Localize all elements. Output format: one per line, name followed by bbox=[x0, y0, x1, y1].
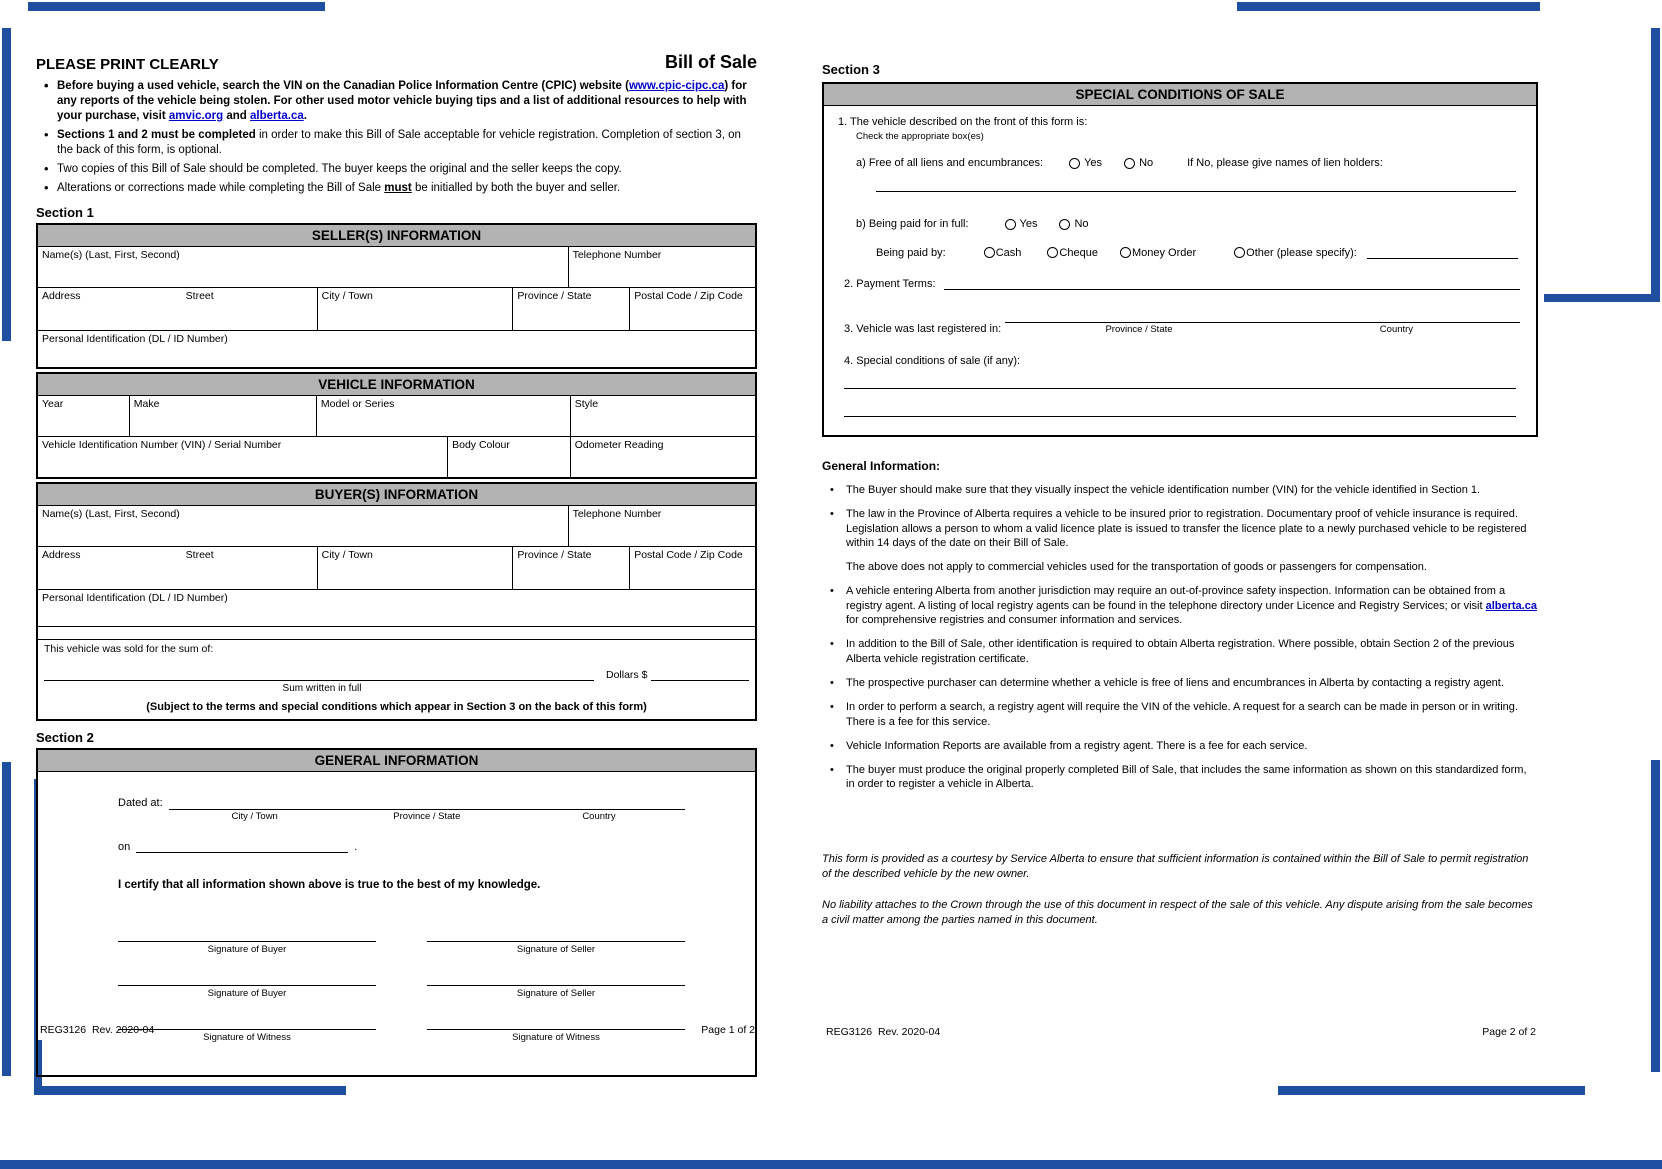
special-conditions-box bbox=[822, 82, 1538, 437]
radio-icon[interactable] bbox=[1059, 219, 1070, 230]
vehicle-colour-field[interactable] bbox=[448, 437, 571, 477]
dated-country-segment bbox=[513, 796, 685, 822]
frame-accent-top-right-horizontal bbox=[1237, 2, 1540, 11]
field-label: Province / State bbox=[517, 548, 592, 561]
bullet-text: The buyer must produce the original properly completed Bill of Sale, that includes the same information as shown on this standardized form, in order to register a vehicle in Alberta. bbox=[846, 764, 1527, 791]
buyer-postal-field[interactable] bbox=[630, 547, 755, 589]
field-label: Personal Identification (DL / ID Number) bbox=[42, 332, 228, 345]
option-label: No bbox=[1139, 157, 1154, 169]
list-item bbox=[822, 507, 1538, 550]
frame-accent-right-bracket-horizontal bbox=[1544, 294, 1660, 302]
dated-at-label: Dated at: bbox=[118, 796, 163, 809]
buyer-phone-field[interactable] bbox=[569, 506, 755, 546]
option-label: Other (please specify): bbox=[1246, 246, 1357, 259]
bullet-text: . bbox=[303, 109, 307, 122]
cash-option[interactable] bbox=[984, 247, 1022, 259]
field-label: Year bbox=[42, 397, 64, 410]
signature-caption: Signature of Seller bbox=[516, 943, 596, 955]
radio-icon[interactable] bbox=[1005, 219, 1016, 230]
buyer-table-header: BUYER(S) INFORMATION bbox=[38, 484, 755, 506]
frame-accent-bottom-bar bbox=[0, 1160, 1662, 1169]
field-label: Style bbox=[574, 397, 599, 410]
other-option[interactable] bbox=[1234, 247, 1357, 259]
table-row bbox=[38, 590, 755, 627]
bullet-text: for comprehensive registries and consumer information and services. bbox=[846, 614, 1183, 627]
bullet-icon bbox=[822, 637, 846, 666]
list-item bbox=[822, 700, 1538, 729]
signature-caption: Signature of Witness bbox=[203, 1031, 291, 1043]
last-registered-label: 3. Vehicle was last registered in: bbox=[844, 323, 1002, 335]
seller-name-field[interactable] bbox=[38, 247, 569, 287]
signature-caption: Signature of Witness bbox=[512, 1031, 600, 1043]
bullet-text-bold: Sections 1 and 2 must be completed bbox=[57, 128, 256, 141]
dated-province-segment bbox=[341, 796, 513, 822]
dated-city-segment bbox=[169, 796, 341, 822]
vehicle-model-field[interactable] bbox=[317, 396, 571, 436]
segment-caption: Province / State bbox=[1105, 324, 1173, 335]
commercial-vehicles-note: The above does not apply to commercial vehicles used for the transportation of goods or passengers for compensation. bbox=[846, 561, 1427, 574]
bullet-icon bbox=[822, 483, 846, 497]
bill-of-sale-page-2 bbox=[822, 62, 1538, 1042]
section1-label: Section 1 bbox=[36, 204, 94, 220]
bullet-text: A vehicle entering Alberta from another jurisdiction may require an out-of-province safety inspection. Information can be obtained from a registry agent. A listing of local registry agents can be found in the telephone directory under Licence and Registry Services; or visit bbox=[846, 585, 1506, 612]
liens-row bbox=[856, 157, 1522, 169]
table-row bbox=[38, 547, 755, 590]
dated-at-row bbox=[118, 796, 685, 822]
field-label: Odometer Reading bbox=[574, 438, 664, 451]
seller-province-field[interactable] bbox=[513, 288, 630, 330]
alberta-link[interactable]: alberta.ca bbox=[1485, 599, 1537, 612]
list-item bbox=[822, 584, 1538, 627]
check-boxes-note: Check the appropriate box(es) bbox=[856, 131, 984, 142]
dollars-amount-line[interactable] bbox=[651, 669, 749, 681]
frame-accent-top-left-vertical bbox=[2, 28, 11, 341]
field-label: Street bbox=[185, 289, 214, 302]
sold-for-label: This vehicle was sold for the sum of: bbox=[44, 642, 214, 655]
if-no-label: If No, please give names of lien holders: bbox=[1187, 157, 1383, 169]
courtesy-note: This form is provided as a courtesy by Service Alberta to ensure that sufficient information is contained within the Bill of Sale to permit registration of the described vehicle by the new owner. bbox=[822, 852, 1529, 881]
seller-personal-id-field[interactable] bbox=[38, 331, 755, 367]
last-registered-row bbox=[844, 310, 1520, 335]
field-label: City / Town bbox=[321, 289, 373, 302]
paid-in-full-label: b) Being paid for in full: bbox=[856, 218, 969, 230]
field-label: Personal Identification (DL / ID Number) bbox=[42, 591, 228, 604]
frame-accent-bottom-left-vertical-outer bbox=[2, 762, 11, 1076]
sale-sum-block bbox=[38, 640, 755, 719]
cheque-option[interactable] bbox=[1047, 247, 1098, 259]
bullet-text-must: must bbox=[384, 181, 412, 194]
field-label: City / Town bbox=[321, 548, 373, 561]
list-item bbox=[822, 483, 1538, 497]
signature-caption: Signature of Seller bbox=[516, 987, 596, 999]
certify-statement: I certify that all information shown above is true to the best of my knowledge. bbox=[118, 878, 541, 891]
bullet-text: in order to make this Bill of Sale acceptable for vehicle registration. Completion of section 3, on the back of this form, is optional. bbox=[57, 128, 741, 156]
liability-note: No liability attaches to the Crown through the use of this document in respect of the sale of this vehicle. Any dispute arising from the sale becomes a civil matter among the parties named in this document. bbox=[822, 898, 1533, 926]
field-label: Province / State bbox=[517, 289, 592, 302]
bullet-icon bbox=[822, 507, 846, 550]
amvic-link[interactable]: amvic.org bbox=[168, 109, 224, 122]
vehicle-information-table bbox=[36, 372, 757, 479]
signature-area bbox=[118, 927, 685, 1059]
cpic-link[interactable]: www.cpic-cipc.ca bbox=[628, 80, 725, 92]
vehicle-style-field[interactable] bbox=[571, 396, 755, 436]
bullet-text: In order to perform a search, a registry agent will require the VIN of the vehicle. A request for a search can be made in person or in writing. There is a fee for this service. bbox=[846, 701, 1518, 728]
bullet-text: ) for any reports of the vehicle being stolen. For other used motor vehicle buying tips and a list of additional resources to help with your purchase, visit bbox=[57, 80, 747, 122]
vehicle-make-field[interactable] bbox=[130, 396, 317, 436]
special-conditions-header: SPECIAL CONDITIONS OF SALE bbox=[824, 84, 1536, 106]
vehicle-table-header: VEHICLE INFORMATION bbox=[38, 374, 755, 396]
page1-header bbox=[36, 52, 757, 73]
field-label: Model or Series bbox=[320, 397, 395, 410]
radio-icon[interactable] bbox=[984, 247, 995, 258]
bullet-icon bbox=[822, 584, 846, 627]
general-table-header: GENERAL INFORMATION bbox=[38, 750, 755, 772]
table-row bbox=[38, 437, 755, 477]
frame-accent-top-left-horizontal bbox=[28, 2, 325, 11]
form-number: REG3126 Rev. 2020-04 bbox=[40, 1024, 155, 1036]
special-conditions-content bbox=[824, 106, 1536, 417]
province-line[interactable] bbox=[1005, 310, 1273, 323]
payment-terms-line[interactable] bbox=[944, 277, 1521, 290]
table-row bbox=[38, 627, 755, 640]
bullet-icon bbox=[822, 700, 846, 729]
option-label: Cash bbox=[995, 246, 1022, 259]
general-information-list bbox=[822, 483, 1538, 792]
segment-caption: Province / State bbox=[393, 810, 461, 822]
payment-terms-label: 2. Payment Terms: bbox=[844, 278, 936, 290]
bullet-text: and bbox=[223, 109, 251, 122]
table-row bbox=[38, 288, 755, 331]
payment-terms-row bbox=[844, 277, 1520, 290]
buyer-city-field[interactable] bbox=[318, 547, 514, 589]
lien-holders-line[interactable] bbox=[876, 191, 1516, 192]
page2-footer bbox=[826, 1026, 1536, 1038]
buyer-name-field[interactable] bbox=[38, 506, 569, 546]
field-label: Vehicle Identification Number (VIN) / Serial Number bbox=[42, 438, 282, 451]
date-line[interactable] bbox=[136, 840, 348, 853]
country-line[interactable] bbox=[1273, 310, 1520, 323]
money-order-option[interactable] bbox=[1120, 247, 1196, 259]
frame-accent-top-right-vertical bbox=[1651, 28, 1660, 296]
frame-accent-bottom-right-horizontal bbox=[1278, 1086, 1585, 1095]
list-item bbox=[822, 637, 1538, 666]
item1-label: 1. The vehicle described on the front of this form is: bbox=[838, 116, 1088, 128]
bullet-text: Before buying a used vehicle, search the VIN on the Canadian Police Information Centre (CPIC) website ( bbox=[57, 80, 629, 92]
radio-icon[interactable] bbox=[1047, 247, 1058, 258]
section3-label: Section 3 bbox=[822, 62, 880, 77]
bullet-text: In addition to the Bill of Sale, other identification is required to obtain Alberta registration. Where possible, obtain Section 2 of the previous Alberta vehicle registration certificate. bbox=[846, 638, 1515, 665]
liens-no-option[interactable] bbox=[1124, 157, 1153, 169]
registered-country-segment bbox=[1273, 310, 1520, 335]
intro-bullet-4 bbox=[44, 181, 757, 196]
option-label: Money Order bbox=[1131, 246, 1197, 259]
field-label: Make bbox=[133, 397, 160, 410]
other-specify-line[interactable] bbox=[1367, 246, 1518, 259]
radio-icon[interactable] bbox=[1069, 158, 1080, 169]
segment-caption: City / Town bbox=[231, 810, 278, 822]
paid-in-full-row bbox=[856, 218, 1522, 230]
buyer-signature-column bbox=[118, 927, 376, 1059]
bullet-text: Vehicle Information Reports are available from a registry agent. There is a fee for each service. bbox=[846, 739, 1308, 752]
field-label: Address bbox=[42, 289, 81, 302]
province-line[interactable] bbox=[341, 796, 513, 810]
seller-signature-line-2[interactable] bbox=[427, 971, 685, 986]
intro-bullet-2 bbox=[44, 128, 757, 158]
intro-bullet-list bbox=[44, 79, 757, 196]
sum-written-line[interactable] bbox=[44, 669, 594, 681]
sum-caption: Sum written in full bbox=[282, 682, 362, 694]
bullet-text: The prospective purchaser can determine whether a vehicle is free of liens and encumbrances in Alberta by contacting a registry agent. bbox=[846, 676, 1504, 689]
field-label: Name(s) (Last, First, Second) bbox=[42, 507, 180, 520]
seller-phone-field[interactable] bbox=[569, 247, 755, 287]
field-label: Street bbox=[185, 548, 214, 561]
option-label: No bbox=[1074, 218, 1089, 230]
period-label: . bbox=[354, 840, 358, 853]
page1-footer bbox=[40, 1024, 755, 1036]
bullet-icon bbox=[822, 763, 846, 792]
country-line[interactable] bbox=[513, 796, 685, 810]
dated-at-lines bbox=[169, 796, 685, 822]
table-row bbox=[38, 506, 755, 547]
radio-icon[interactable] bbox=[1234, 247, 1245, 258]
seller-signature-line-1[interactable] bbox=[427, 927, 685, 942]
disclaimer-block bbox=[822, 852, 1538, 929]
vehicle-year-field[interactable] bbox=[38, 396, 130, 436]
intro-bullet-3 bbox=[44, 162, 757, 177]
option-label: Yes bbox=[1019, 218, 1038, 230]
seller-signature-column bbox=[427, 927, 685, 1059]
city-line[interactable] bbox=[169, 796, 341, 810]
option-label: Cheque bbox=[1059, 246, 1098, 259]
radio-icon[interactable] bbox=[1124, 158, 1135, 169]
subject-note: (Subject to the terms and special conditions which appear in Section 3 on the back of this form) bbox=[146, 700, 647, 713]
date-row bbox=[118, 840, 685, 853]
field-label: Telephone Number bbox=[572, 507, 662, 520]
table-row bbox=[38, 396, 755, 437]
dollars-label: Dollars $ bbox=[606, 668, 648, 681]
special-conditions-line-1[interactable] bbox=[844, 388, 1516, 389]
table-row bbox=[38, 331, 755, 367]
bullet-text: Alterations or corrections made while completing the Bill of Sale bbox=[57, 181, 385, 194]
list-item bbox=[822, 739, 1538, 753]
segment-caption: Country bbox=[1379, 324, 1414, 335]
seller-table-header: SELLER(S) INFORMATION bbox=[38, 225, 755, 247]
sum-line-row bbox=[44, 669, 749, 681]
buyer-information-table bbox=[36, 482, 757, 721]
signature-caption: Signature of Buyer bbox=[207, 943, 287, 955]
field-label: Address bbox=[42, 548, 81, 561]
signature-caption: Signature of Buyer bbox=[207, 987, 287, 999]
field-label: Postal Code / Zip Code bbox=[634, 548, 743, 561]
field-label: Body Colour bbox=[452, 438, 510, 451]
bullet-icon bbox=[822, 739, 846, 753]
buyer-personal-id-field[interactable] bbox=[38, 590, 755, 626]
paid-by-label: Being paid by: bbox=[876, 246, 946, 259]
intro-bullet-1 bbox=[44, 79, 757, 124]
general-information-title: General Information: bbox=[822, 459, 941, 473]
field-label: Telephone Number bbox=[572, 248, 662, 261]
page-number: Page 1 of 2 bbox=[701, 1024, 755, 1036]
form-title: Bill of Sale bbox=[664, 52, 757, 72]
vehicle-vin-field[interactable] bbox=[38, 437, 448, 477]
section2-label: Section 2 bbox=[36, 729, 94, 745]
on-label: on bbox=[118, 840, 131, 853]
buyer-signature-line-1[interactable] bbox=[118, 927, 376, 942]
buyer-address-field[interactable] bbox=[38, 547, 318, 589]
special-conditions-label: 4. Special conditions of sale (if any): bbox=[844, 355, 1021, 367]
field-label: Postal Code / Zip Code bbox=[634, 289, 743, 302]
alberta-link[interactable]: alberta.ca bbox=[250, 109, 304, 122]
table-row bbox=[38, 247, 755, 288]
print-clearly-heading: PLEASE PRINT CLEARLY bbox=[36, 56, 219, 73]
registered-province-segment bbox=[1005, 310, 1273, 335]
field-label: Name(s) (Last, First, Second) bbox=[42, 248, 180, 261]
form-number: REG3126 Rev. 2020-04 bbox=[826, 1026, 941, 1038]
bullet-text: be initialled by both the buyer and seller. bbox=[411, 181, 621, 194]
paid-yes-option[interactable] bbox=[1005, 218, 1038, 230]
option-label: Yes bbox=[1084, 157, 1103, 169]
table-row bbox=[38, 640, 755, 719]
seller-address-field[interactable] bbox=[38, 288, 318, 330]
seller-city-field[interactable] bbox=[318, 288, 514, 330]
registered-line-segments bbox=[1005, 310, 1520, 335]
liens-label: a) Free of all liens and encumbrances: bbox=[856, 157, 1044, 169]
paid-no-option[interactable] bbox=[1059, 218, 1088, 230]
vehicle-odometer-field[interactable] bbox=[571, 437, 755, 477]
paid-by-row bbox=[876, 246, 1518, 259]
bullet-icon bbox=[822, 676, 846, 690]
buyer-province-field[interactable] bbox=[513, 547, 630, 589]
empty-row bbox=[38, 627, 755, 639]
page-number: Page 2 of 2 bbox=[1482, 1026, 1536, 1038]
seller-postal-field[interactable] bbox=[630, 288, 755, 330]
bullet-text: The Buyer should make sure that they visually inspect the vehicle identification number (VIN) for the vehicle identified in Section 1. bbox=[846, 484, 1481, 496]
seller-information-table bbox=[36, 223, 757, 369]
buyer-signature-line-2[interactable] bbox=[118, 971, 376, 986]
bullet-text: Two copies of this Bill of Sale should be completed. The buyer keeps the original and the seller keeps the copy. bbox=[57, 162, 622, 175]
list-item bbox=[822, 763, 1538, 792]
frame-accent-bottom-left-horizontal bbox=[34, 1086, 346, 1095]
liens-yes-option[interactable] bbox=[1069, 157, 1102, 169]
frame-accent-bottom-right-vertical bbox=[1651, 760, 1660, 1072]
bullet-text bbox=[846, 584, 1538, 627]
bill-of-sale-page-1 bbox=[36, 52, 757, 1043]
bullet-text: The law in the Province of Alberta requires a vehicle to be insured prior to registration. Documentary proof of vehicle insurance is required. Legislation allows a person to whom a valid licence plate is issued to transfer the licence plate to a newly purchased vehicle to be registered within 14 days of the date on their Bill of Sale. bbox=[846, 508, 1527, 549]
special-conditions-line-2[interactable] bbox=[844, 416, 1516, 417]
radio-icon[interactable] bbox=[1120, 247, 1131, 258]
list-item bbox=[822, 676, 1538, 690]
segment-caption: Country bbox=[582, 810, 616, 822]
